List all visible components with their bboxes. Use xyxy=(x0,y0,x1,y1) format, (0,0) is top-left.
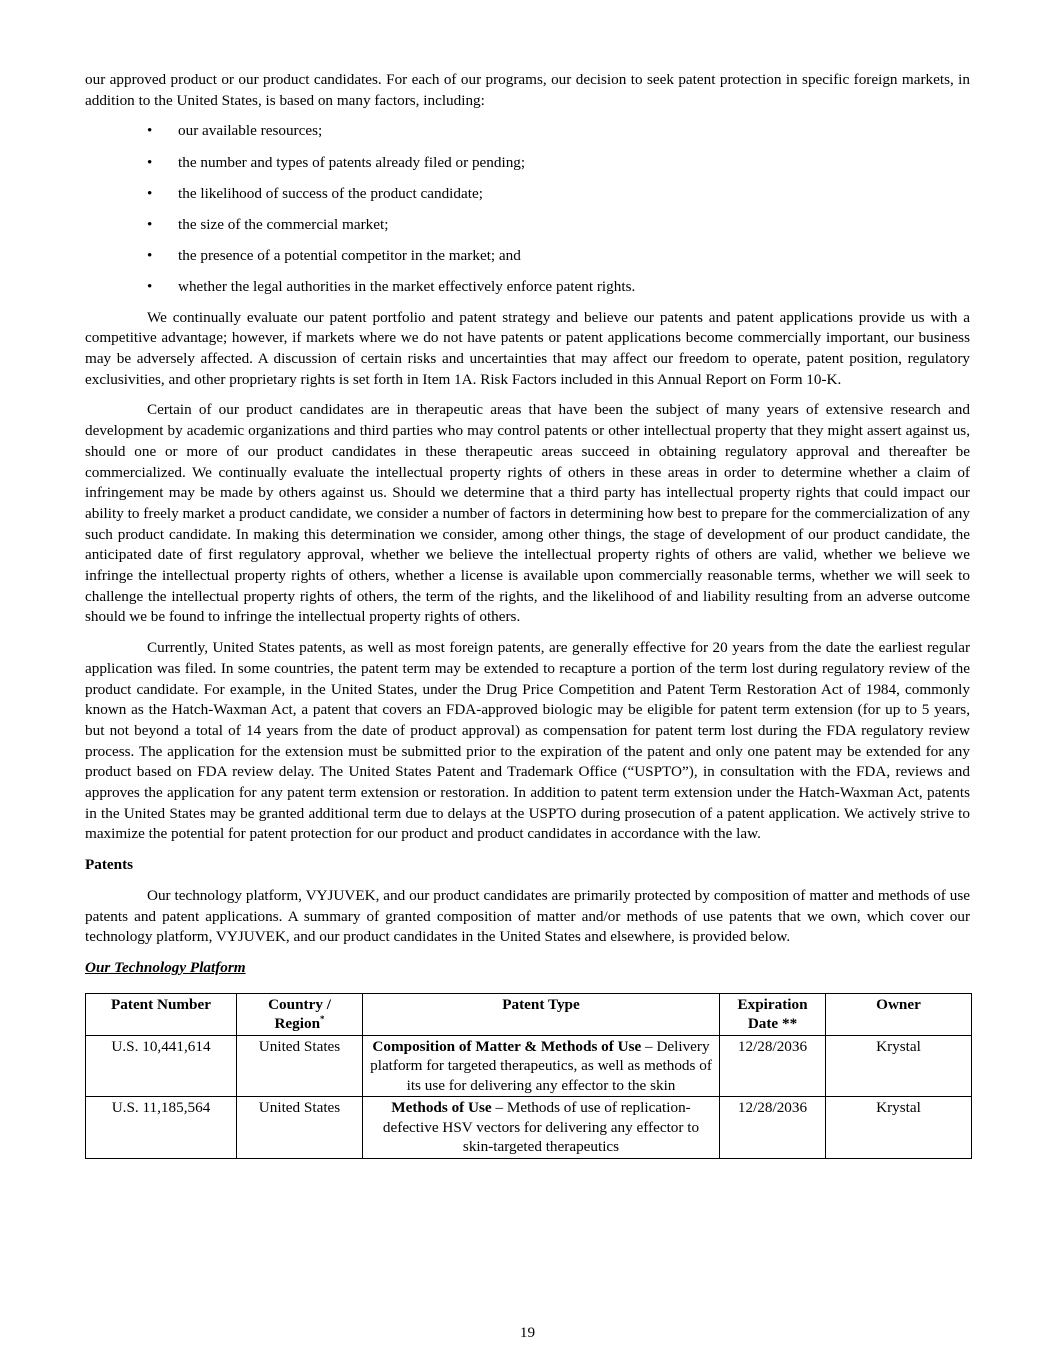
cell-expiration: 12/28/2036 xyxy=(720,1097,826,1159)
list-item: • the presence of a potential competitor in the market; and xyxy=(85,246,970,267)
cell-patent-number: U.S. 10,441,614 xyxy=(86,1035,237,1097)
list-item: • the likelihood of success of the product candidate; xyxy=(85,184,970,205)
bullet-icon: • xyxy=(147,122,153,140)
cell-country: United States xyxy=(237,1097,363,1159)
patents-paragraph: Our technology platform, VYJUVEK, and our product candidates are primarily protected by composition of matter and methods of use patents and patent applications. A summary of granted composition of matter and/or methods of use patents that we own, which cover our technology platform, VYJUVEK, and our product candidates in the United States and elsewhere, is provided below. xyxy=(85,886,970,946)
intro-paragraph: our approved product or our product candidates. For each of our programs, our decision to seek patent protection in specific foreign markets, in addition to the United States, is based on many factors, including: xyxy=(85,71,970,109)
list-item: • the size of the commercial market; xyxy=(85,215,970,236)
cell-country: United States xyxy=(237,1035,363,1097)
bullet-icon: • xyxy=(147,153,153,171)
bullet-icon: • xyxy=(147,215,153,233)
header-expiration: Expiration Date ** xyxy=(720,993,826,1035)
cell-patent-type: Methods of Use – Methods of use of replication-defective HSV vectors for delivering any effector to skin-targeted therapeutics xyxy=(363,1097,720,1159)
table-row xyxy=(86,1097,972,1159)
patents-heading: Patents xyxy=(85,856,134,874)
cell-patent-type: Composition of Matter & Methods of Use – Delivery platform for targeted therapeutics, as well as methods of its use for delivering any effector to the skin xyxy=(363,1035,720,1097)
portfolio-paragraph: We continually evaluate our patent portfolio and patent strategy and believe our patents and patent applications provide us with a competitive advantage; however, if markets where we do not have patents or patent applications become commercially important, our business may be adversely affected. A discussion of certain risks and uncertainties that may affect our freedom to operate, patent position, regulatory exclusivities, and other proprietary rights is set forth in Item 1A. Risk Factors included in this Annual Report on Form 10-K. xyxy=(85,308,970,388)
table-row xyxy=(86,1035,972,1097)
header-country: Country / Region* xyxy=(237,993,363,1035)
cell-owner: Krystal xyxy=(826,1097,972,1159)
bullet-icon: • xyxy=(147,246,153,264)
page-number: 19 xyxy=(519,1324,536,1341)
header-owner: Owner xyxy=(826,993,972,1035)
list-item: • whether the legal authorities in the market effectively enforce patent rights. xyxy=(85,277,970,298)
document-page xyxy=(85,70,970,1159)
table-header-row xyxy=(86,993,972,1035)
patents-table xyxy=(85,993,972,1159)
header-patent-type: Patent Type xyxy=(363,993,720,1035)
cell-owner: Krystal xyxy=(826,1035,972,1097)
cell-expiration: 12/28/2036 xyxy=(720,1035,826,1097)
patent-term-paragraph: Currently, United States patents, as well as most foreign patents, are generally effective for 20 years from the date the earliest regular application was filed. In some countries, the patent term may be extended to recapture a portion of the term lost during regulatory review of the product candidate. For example, in the United States, under the Drug Price Competition and Patent Term Restoration Act of 1984, commonly known as the Hatch-Waxman Act, a patent that covers an FDA-approved biologic may be eligible for patent term extension (for up to 5 years, but not beyond a total of 14 years from the date of product approval) as compensation for patent term lost during the FDA regulatory review process. The application for the extension must be submitted prior to the expiration of the patent and only one patent may be extended for any product based on FDA review delay. The United States Patent and Trademark Office (“USPTO”), in consultation with the FDA, reviews and approves the application for any patent term extension or restoration. In addition to patent term extension under the Hatch-Waxman Act, patents in the United States may be granted additional term due to delays at the USPTO during prosecution of a patent application. We actively strive to maximize the potential for patent protection for our product and product candidates in accordance with the law. xyxy=(85,639,970,843)
bullet-icon: • xyxy=(147,184,153,202)
list-item: • the number and types of patents already filed or pending; xyxy=(85,153,970,174)
header-patent-number: Patent Number xyxy=(86,993,237,1035)
table-title: Our Technology Platform xyxy=(85,958,246,976)
factors-list xyxy=(85,121,970,297)
bullet-icon: • xyxy=(147,277,153,295)
list-item: • our available resources; xyxy=(85,121,970,142)
cell-patent-number: U.S. 11,185,564 xyxy=(86,1097,237,1159)
third-party-paragraph: Certain of our product candidates are in therapeutic areas that have been the subject of many years of extensive research and development by academic organizations and third parties who may control patents or other intellectual property that they might assert against us, should one or more of our product candidates in these therapeutic areas succeed in obtaining regulatory approval and thereafter be commercialized. We continually evaluate the intellectual property rights of others in these areas in order to determine whether a claim of infringement may be made by others against us. Should we determine that a third party has intellectual property rights that could impact our ability to freely market a product candidate, we consider a number of factors in determining how best to prepare for the commercialization of any such product candidate. In making this determination we consider, among other things, the stage of development of our product candidate, the anticipated date of first regulatory approval, whether we believe the intellectual property rights of others are valid, whether we believe we infringe the intellectual property rights of others, whether a license is available upon commercially reasonable terms, whether we will seek to challenge the intellectual property rights of others, the term of the rights, and the likelihood of and liability resulting from an adverse outcome should we be found to infringe the intellectual property rights of others. xyxy=(85,401,970,626)
